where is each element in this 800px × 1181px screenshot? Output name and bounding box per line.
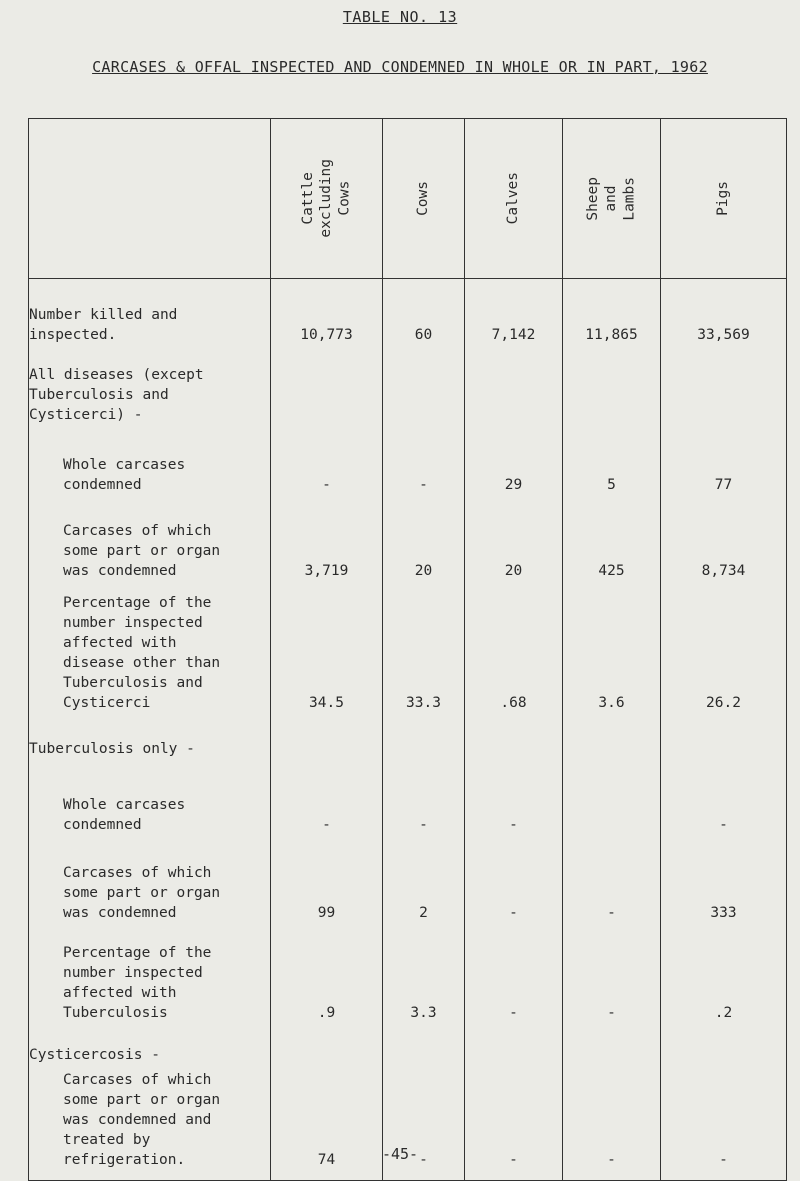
- table-row: [29, 923, 787, 1023]
- table-cell: 60: [383, 279, 465, 345]
- table-cell: -: [383, 1065, 465, 1181]
- row-label: Whole carcases condemned: [29, 759, 271, 835]
- table-cell: -: [383, 425, 465, 495]
- table-cell: -: [465, 759, 563, 835]
- table-cell: [465, 713, 563, 759]
- table-cell: 20: [383, 495, 465, 581]
- table-cell: 34.5: [271, 581, 383, 713]
- column-header: Cattle excluding Cows: [271, 119, 383, 279]
- table-row: [29, 345, 787, 425]
- table-cell: [661, 713, 787, 759]
- table-row: [29, 835, 787, 923]
- table-row: [29, 581, 787, 713]
- table-cell: 425: [563, 495, 661, 581]
- row-label: Carcases of which some part or organ was condemned: [29, 835, 271, 923]
- table-cell: 5: [563, 425, 661, 495]
- table-cell: [563, 1023, 661, 1065]
- table-cell: [383, 345, 465, 425]
- table-cell: [383, 713, 465, 759]
- table-cell: 26.2: [661, 581, 787, 713]
- table-cell: -: [465, 923, 563, 1023]
- table-cell: -: [465, 835, 563, 923]
- table-cell: 33,569: [661, 279, 787, 345]
- table-cell: -: [465, 1065, 563, 1181]
- table-cell: 333: [661, 835, 787, 923]
- row-label: Carcases of which some part or organ was condemned and treated by refrigeration.: [29, 1065, 271, 1181]
- table-cell: -: [563, 1065, 661, 1181]
- table-cell: .9: [271, 923, 383, 1023]
- table-cell: 33.3: [383, 581, 465, 713]
- row-section-label: Cysticercosis -: [29, 1023, 271, 1065]
- table-cell: [271, 1023, 383, 1065]
- table-cell: [563, 345, 661, 425]
- table-cell: [383, 1023, 465, 1065]
- row-section-label: Tuberculosis only -: [29, 713, 271, 759]
- table-cell: [563, 759, 661, 835]
- table-cell: -: [563, 835, 661, 923]
- table-cell: [661, 1023, 787, 1065]
- table-cell: -: [271, 759, 383, 835]
- table-cell: -: [661, 1065, 787, 1181]
- table-cell: 10,773: [271, 279, 383, 345]
- table-cell: [271, 345, 383, 425]
- row-label: Carcases of which some part or organ was condemned: [29, 495, 271, 581]
- table-row: [29, 425, 787, 495]
- table-cell: 7,142: [465, 279, 563, 345]
- table-cell: -: [661, 759, 787, 835]
- table-row: [29, 1023, 787, 1065]
- table-cell: -: [383, 759, 465, 835]
- table-cell: 20: [465, 495, 563, 581]
- page-number: -45-: [381, 1145, 419, 1163]
- carcases-table: [28, 118, 787, 1181]
- table-number: TABLE NO. 13: [342, 8, 458, 26]
- column-header: Sheep and Lambs: [563, 119, 661, 279]
- table-cell: .2: [661, 923, 787, 1023]
- column-header: Pigs: [661, 119, 787, 279]
- table-cell: 74: [271, 1065, 383, 1181]
- table-cell: 11,865: [563, 279, 661, 345]
- row-section-label: All diseases (except Tuberculosis and Cysticerci) -: [29, 345, 271, 425]
- table-cell: 3.6: [563, 581, 661, 713]
- row-label: Whole carcases condemned: [29, 425, 271, 495]
- table-cell: [465, 1023, 563, 1065]
- table-row: [29, 713, 787, 759]
- table-cell: 3.3: [383, 923, 465, 1023]
- table-cell: [563, 713, 661, 759]
- table-row: [29, 759, 787, 835]
- table-cell: 8,734: [661, 495, 787, 581]
- row-label: Percentage of the number inspected affected with Tuberculosis: [29, 923, 271, 1023]
- table-cell: [661, 345, 787, 425]
- header-row: [29, 119, 787, 279]
- table-cell: 29: [465, 425, 563, 495]
- row-label: Number killed and inspected.: [29, 279, 271, 345]
- table-cell: [465, 345, 563, 425]
- table-cell: -: [271, 425, 383, 495]
- column-header: Calves: [465, 119, 563, 279]
- table-cell: 77: [661, 425, 787, 495]
- table-cell: -: [563, 923, 661, 1023]
- table-cell: 3,719: [271, 495, 383, 581]
- table-cell: .68: [465, 581, 563, 713]
- table-title: CARCASES & OFFAL INSPECTED AND CONDEMNED IN WHOLE OR IN PART, 1962: [92, 58, 708, 76]
- table-cell: 2: [383, 835, 465, 923]
- table-cell: [271, 713, 383, 759]
- row-label: Percentage of the number inspected affected with disease other than Tuberculosis and Cysticerci: [29, 581, 271, 713]
- table-row: [29, 279, 787, 345]
- table-cell: 99: [271, 835, 383, 923]
- table-row: [29, 495, 787, 581]
- table-row: [29, 1065, 787, 1181]
- header-blank: [29, 119, 271, 279]
- column-header: Cows: [383, 119, 465, 279]
